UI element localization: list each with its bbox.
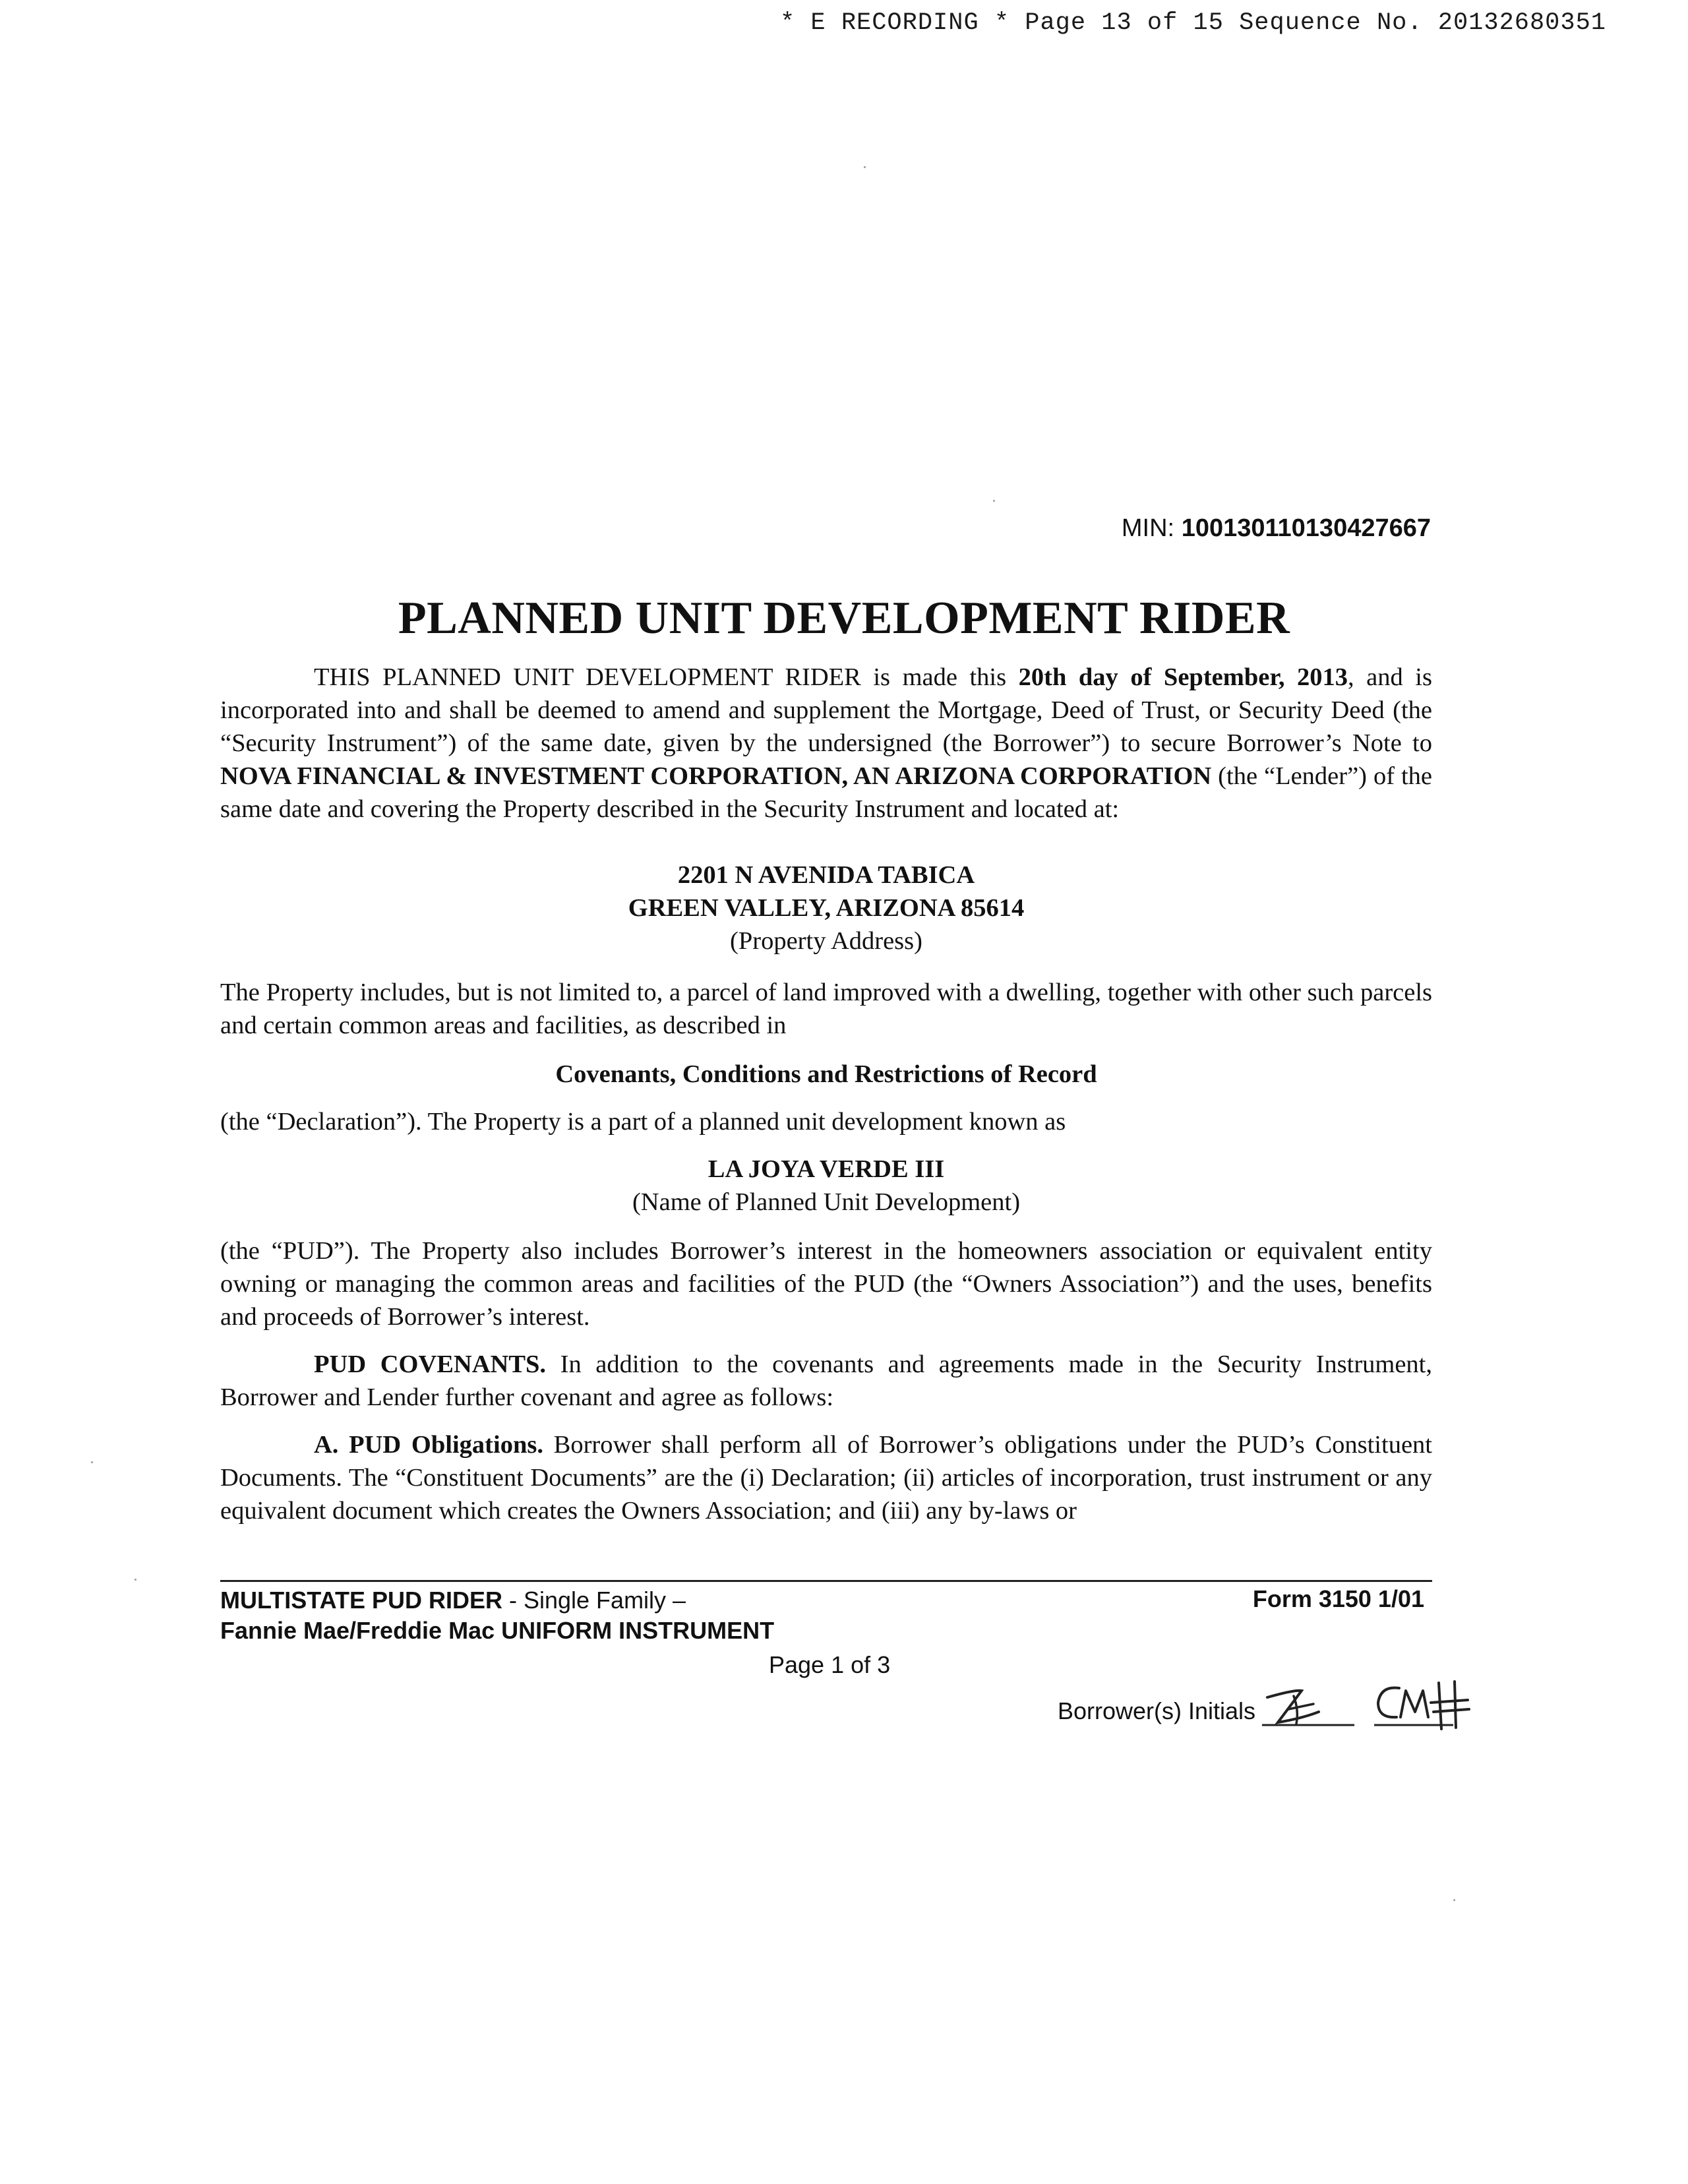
property-address bbox=[220, 859, 1432, 957]
intro-text-1: THIS PLANNED UNIT DEVELOPMENT RIDER is made this bbox=[314, 663, 1019, 691]
form-name-rest: - Single Family – bbox=[502, 1587, 686, 1614]
pud-name: LA JOYA VERDE III bbox=[708, 1155, 945, 1183]
scan-speck bbox=[1453, 1899, 1455, 1901]
pud-caption: (Name of Planned Unit Development) bbox=[632, 1188, 1021, 1216]
address-line-1: 2201 N AVENIDA TABICA bbox=[677, 861, 975, 889]
min-value: 100130110130427667 bbox=[1181, 514, 1431, 542]
property-paragraph: The Property includes, but is not limited to, a parcel of land improved with a dwelling, together with other such parcels and certain common areas and facilities, as described in bbox=[220, 979, 1432, 1039]
pud-name-block bbox=[220, 1153, 1432, 1219]
lender-name: NOVA FINANCIAL & INVESTMENT CORPORATION, AN ARIZONA CORPORATION bbox=[220, 762, 1212, 790]
scan-speck bbox=[135, 1579, 136, 1581]
section-a-text: Borrower shall perform all of Borrower’s obligations under the PUD’s Constituent Documents. The “Constituent Documents” are the (i) Declaration; (ii) articles of incorporation, trust instrument or any equivalent document which creates the Owners Association; and (iii) any by-laws or bbox=[220, 1431, 1432, 1525]
address-caption: (Property Address) bbox=[730, 927, 922, 955]
section-a-paragraph bbox=[220, 1428, 1432, 1527]
min-number bbox=[1122, 514, 1431, 543]
initials-label: Borrower(s) Initials bbox=[1058, 1697, 1256, 1724]
declaration-title: Covenants, Conditions and Restrictions of Record bbox=[555, 1060, 1097, 1088]
initials-signature-icon bbox=[1255, 1671, 1539, 1730]
rider-date: 20th day of September, 2013 bbox=[1018, 663, 1348, 691]
pud-paragraph: (the “PUD”). The Property also includes Borrower’s interest in the homeowners association or equivalent entity owning or managing the common areas and facilities of the PUD (the “Owners Association”) and the uses, benefits and proceeds of Borrower’s interest. bbox=[220, 1237, 1432, 1331]
section-a-heading: A. PUD Obligations. bbox=[314, 1431, 543, 1459]
intro-text-2: , and is incorporated into and shall be deemed to amend and supplement the Mortgage, Deed of Trust, or Security Deed (the “Security Instrument”) of the same date, given by the undersigned (the Borrower”) to secure Borrower’s Note to bbox=[220, 663, 1432, 757]
form-number: Form 3150 1/01 bbox=[1252, 1585, 1424, 1612]
intro-text-3: (the “Lender”) of the same date and covering the Property described in the Security Instrument and located at: bbox=[220, 762, 1432, 823]
borrower-initials bbox=[1058, 1671, 1539, 1730]
covenants-heading: PUD COVENANTS. bbox=[314, 1350, 547, 1378]
intro-paragraph bbox=[220, 661, 1432, 826]
form-name-bold: MULTISTATE PUD RIDER bbox=[220, 1587, 502, 1614]
document-title: PLANNED UNIT DEVELOPMENT RIDER bbox=[398, 593, 1290, 644]
min-label: MIN: bbox=[1121, 514, 1175, 542]
footer-divider bbox=[220, 1580, 1432, 1582]
recording-stamp: * E RECORDING * Page 13 of 15 Sequence No. 20132680351 bbox=[780, 9, 1606, 37]
covenants-text: In addition to the covenants and agreements made in the Security Instrument, Borrower and Lender further covenant and agree as follows: bbox=[220, 1350, 1432, 1411]
declaration-paragraph: (the “Declaration”). The Property is a part of a planned unit development known as bbox=[220, 1108, 1066, 1136]
address-line-2: GREEN VALLEY, ARIZONA 85614 bbox=[628, 894, 1025, 922]
form-name-line-2: Fannie Mae/Freddie Mac UNIFORM INSTRUMENT bbox=[220, 1617, 775, 1644]
covenants-paragraph bbox=[220, 1348, 1432, 1414]
scan-speck bbox=[91, 1461, 93, 1463]
scan-speck bbox=[993, 500, 995, 502]
scan-speck bbox=[864, 166, 866, 168]
page-number: Page 1 of 3 bbox=[769, 1651, 891, 1678]
footer-form-name bbox=[220, 1585, 774, 1646]
